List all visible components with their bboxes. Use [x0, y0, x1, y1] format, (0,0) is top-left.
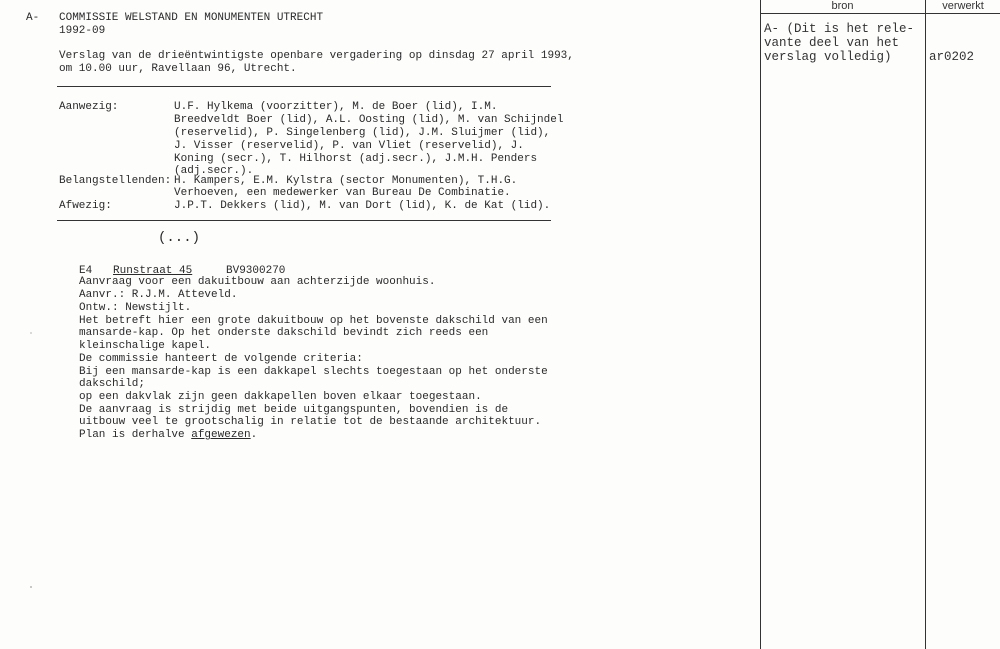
item-line: Ontw.: Newstijlt.: [79, 302, 192, 314]
present-line: U.F. Hylkema (voorzitter), M. de Boer (lid), I.M.: [174, 101, 498, 113]
bron-note-line: A- (Dit is het rele-: [764, 22, 915, 36]
scan-speck: [30, 586, 32, 588]
verwerkt-header: verwerkt: [942, 0, 984, 12]
stakeholders-line: H. Kampers, E.M. Kylstra (sector Monumenten), T.H.G.: [174, 175, 518, 187]
item-address: Runstraat 45: [113, 265, 193, 277]
item-line: mansarde-kap. Op het onderste dakschild bevindt zich reeds een: [79, 327, 489, 339]
item-line: De commissie hanteert de volgende criteria:: [79, 353, 363, 365]
stakeholders-label: Belangstellenden:: [59, 175, 172, 187]
item-line: Bij een mansarde-kap is een dakkapel slechts toegestaan op het onderste: [79, 366, 548, 378]
conclusion-suffix: .: [250, 429, 258, 441]
bron-note-line: vante deel van het: [764, 36, 900, 50]
item-conclusion: [79, 429, 257, 442]
present-line: Breedveldt Boer (lid), A.L. Oosting (lid), M. van Schijndel: [174, 114, 564, 126]
present-line: Koning (secr.), T. Hilhorst (adj.secr.), J.M.H. Penders: [174, 153, 538, 165]
item-line: kleinschalige kapel.: [79, 340, 212, 352]
conclusion-decision: afgewezen: [191, 429, 251, 441]
absent-line: J.P.T. Dekkers (lid), M. van Dort (lid), K. de Kat (lid).: [174, 200, 551, 212]
report-line-1: Verslag van de drieëntwintigste openbare vergadering op dinsdag 27 april 1993,: [59, 50, 574, 62]
item-line: Aanvraag voor een dakuitbouw aan achterzijde woonhuis.: [79, 276, 436, 288]
omission-ellipsis: (...): [158, 230, 201, 246]
item-line: De aanvraag is strijdig met beide uitgangspunten, bovendien is de: [79, 404, 509, 416]
sidebar-left-rule: [760, 0, 761, 649]
absent-label: Afwezig:: [59, 200, 112, 212]
item-line: Het betreft hier een grote dakuitbouw op het bovenste dakschild van een: [79, 315, 548, 327]
conclusion-prefix: Plan is derhalve: [79, 429, 192, 441]
report-line-2: om 10.00 uur, Ravellaan 96, Utrecht.: [59, 63, 297, 75]
sidebar-column-rule: [925, 0, 926, 649]
organization-title: COMMISSIE WELSTAND EN MONUMENTEN UTRECHT: [59, 12, 324, 24]
bron-header: bron: [831, 0, 854, 12]
stakeholders-line: Verhoeven, een medewerker van Bureau De Combinatie.: [174, 187, 511, 199]
verwerkt-value: ar0202: [929, 50, 975, 64]
item-number: E4: [79, 265, 93, 277]
margin-mark: A-: [26, 12, 40, 24]
item-line: uitbouw veel te grootschalig in relatie tot de bestaande architektuur.: [79, 416, 542, 428]
item-line: Aanvr.: R.J.M. Atteveld.: [79, 289, 238, 301]
present-label: Aanwezig:: [59, 101, 119, 113]
sidebar-header-rule: [760, 13, 1000, 14]
item-line: op een dakvlak zijn geen dakkapellen boven elkaar toegestaan.: [79, 391, 482, 403]
present-line: (reservelid), P. Singelenberg (lid), J.M. Sluijmer (lid),: [174, 127, 551, 139]
present-line: J. Visser (reservelid), P. van Vliet (reservelid), J.: [174, 140, 524, 152]
header-divider: [57, 86, 551, 87]
scan-speck: [30, 332, 32, 334]
document-code: 1992-09: [59, 25, 106, 37]
present-line: (adj.secr.).: [174, 165, 254, 177]
item-reference: BV9300270: [226, 265, 286, 277]
attendance-divider: [57, 220, 551, 221]
item-line: dakschild;: [79, 378, 146, 390]
bron-note-line: verslag volledig): [764, 50, 892, 64]
